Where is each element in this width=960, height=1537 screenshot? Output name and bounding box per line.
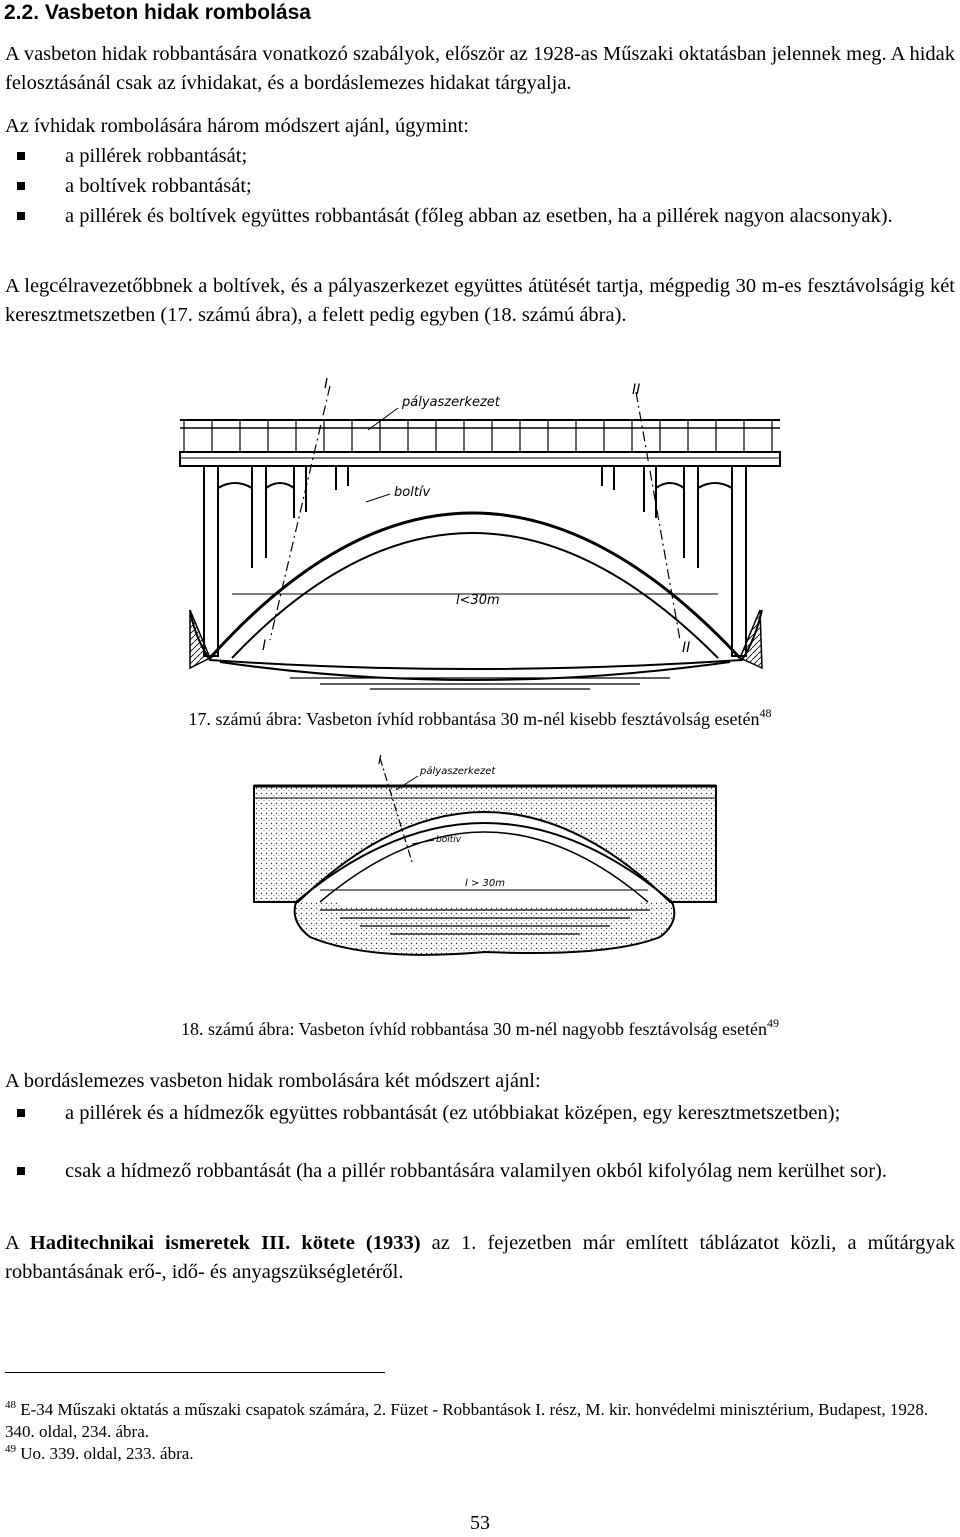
figure-18-caption: 18. számú ábra: Vasbeton ívhíd robbantása 30 m-nél nagyobb fesztávolság esetén$^{49}$ xyxy=(180,1016,779,1039)
figure-17-caption: 17. számú ábra: Vasbeton ívhíd robbantása 30 m-nél kisebb fesztávolság esetén$^{48}$ xyxy=(188,706,772,729)
deck-label: pályaszerkezet xyxy=(402,395,500,410)
span-label: l > 30m xyxy=(465,878,505,889)
figure-18-arch-bridge-drawing xyxy=(250,752,720,962)
footnote: $^{48}$ E-34 Műszaki oktatás a műszaki csapatok számára, 2. Füzet - Robbantások I. rész, M. kir. honvédelmi minisztérium, Budapest, 1928. 340. oldal, 234. ábra. xyxy=(5,1399,929,1441)
span-label: l<30m xyxy=(456,593,500,608)
paragraph-recommendation: A legcélravezetőbbnek a boltívek, és a pályaszerkezet együttes átütését tartja, mégpedig 30 m-es fesztávolságig két keresztmetszetben (17. számú ábra), a felett pedig egyben (18. számú ábra). xyxy=(5,275,955,326)
paragraph-methods-intro: Az ívhidak rombolására három módszert ajánl, úgymint: xyxy=(5,115,469,137)
footnote-number: 48 xyxy=(5,1399,16,1411)
paragraph-haditechnikai: A Haditechnikai ismeretek III. kötete (1933) az 1. fejezetben már említett táblázatot közli, a műtárgyak robbantásának erő-, idő- és anyagszükségletéről. xyxy=(5,1232,955,1283)
page-number: 53 xyxy=(470,1512,490,1534)
section-mark-I-bottom: I xyxy=(262,638,267,654)
arch-label: boltív xyxy=(436,835,462,845)
deck-label: pályaszerkezet xyxy=(420,766,496,777)
bullet-icon xyxy=(17,1167,25,1175)
book-title: Haditechnikai ismeretek III. kötete (1933) xyxy=(29,1232,421,1254)
footnote-ref: 48 xyxy=(759,706,772,720)
paragraph-slab-bridges: A bordáslemezes vasbeton hidak rombolására két módszert ajánl: xyxy=(5,1070,541,1092)
document-page: 2.2. Vasbeton hidak rombolása A vasbeton hidak robbantására vonatkozó szabályok, először az 1928-as Műszaki oktatásban jelennek meg. A hidak felosztásánál csak az ívhidakat, és a bordáslemezes hidakat tárgyalja. Az ívhidak rombolására három módszert ajánl, úgymint: a pillérek robbantását; a boltívek robbantását; a pillérek és boltívek együttes robbantását (főleg abban az esetben, ha a pillérek nagyon alacsonyak). A legcélravezetőbbnek a boltívek, és a pályaszerkezet együttes átütését tartja, mégpedig 30 m-es fesztávolságig két keresztmetszetben (17. számú ábra), a felett pedig egyben (18. számú ábra). l<30m I II I II pályaszerkezet boltív 17. számú ábra: Vasbeton ívhíd robbantása 30 m-nél kisebb fesztávolság esetén$^{48}$ l > 30m I pályaszerkezet boltív 18. számú ábra: Vasbeton ívhíd robbantása 30 m-nél nagyobb fesztávolság esetén$^{49}$ A bordáslemezes vasbeton hidak rombolására két módszert ajánl: a pillérek és a hídmezők együttes robbantását (ez utóbbiakat középen, egy keresztmetszetben); csak a hídmező robbantását (ha a pillér robbantására valamilyen okból kifolyólag nem kerülhet sor). A Haditechnikai ismeretek III. kötete (1933) az 1. fejezetben már említett táblázatot közli, a műtárgyak robbantásának erő-, idő- és anyagszükségletéről. $^{48}$ E-34 Műszaki oktatás a műszaki csapatok számára, 2. Füzet - Robbantások I. rész, M. kir. honvédelmi minisztérium, Budapest, 1928. 340. oldal, 234. ábra. $^{49}$ Uo. 339. oldal, 233. ábra. 53 xyxy=(0,0,960,1537)
section-title: 2.2. Vasbeton hidak rombolása xyxy=(4,1,311,24)
section-mark-II-top: II xyxy=(632,382,641,398)
bullet-icon xyxy=(17,152,25,160)
bullet-icon xyxy=(17,212,25,220)
footnote: $^{49}$ Uo. 339. oldal, 233. ábra. xyxy=(5,1443,194,1463)
figure-17-arch-bridge-drawing xyxy=(170,378,790,698)
bullet-icon xyxy=(17,182,25,190)
footnote-number: 49 xyxy=(5,1443,16,1455)
section-mark-I-top: I xyxy=(324,378,329,392)
paragraph-intro: A vasbeton hidak robbantására vonatkozó szabályok, először az 1928-as Műszaki oktatásban jelennek meg. A hidak felosztásánál csak az ívhidakat, és a bordáslemezes hidakat tárgyalja. xyxy=(5,43,955,94)
footnote-separator xyxy=(5,1372,385,1373)
bullet-icon xyxy=(17,1109,25,1117)
section-mark-I: I xyxy=(378,753,382,767)
section-mark-II-bottom: II xyxy=(682,640,691,656)
arch-label: boltív xyxy=(394,485,431,500)
footnote-ref: 49 xyxy=(767,1016,779,1030)
